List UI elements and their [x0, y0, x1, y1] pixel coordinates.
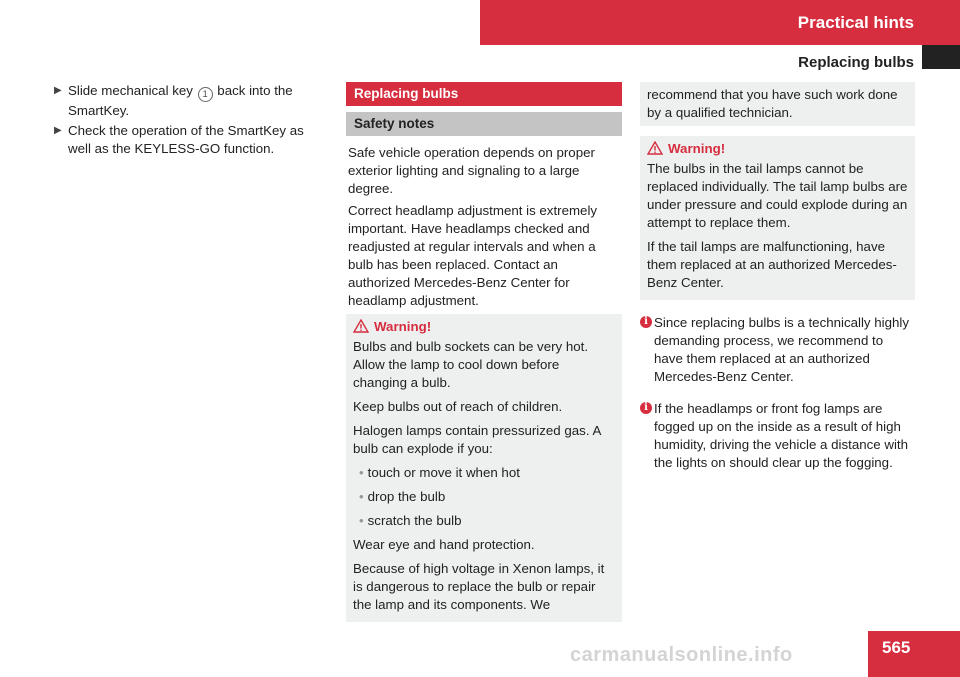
- subsection-heading: Safety notes: [346, 112, 622, 136]
- section-heading: Replacing bulbs: [346, 82, 622, 106]
- warning-text: Halogen lamps contain pressurized gas. A bulb can explode if you:: [353, 423, 601, 456]
- step-arrow-icon: ▶: [54, 85, 62, 96]
- warning-icon: [353, 319, 369, 333]
- bullet-item: • touch or move it when hot: [359, 465, 520, 480]
- watermark: carmanualsonline.info: [570, 644, 793, 666]
- key-marker-icon: 1: [198, 87, 213, 102]
- bullet-item: • drop the bulb: [359, 489, 446, 504]
- warning-text: The bulbs in the tail lamps cannot be replaced individually. The tail lamp bulbs are under pressure and could explode during an attempt to replace them.: [647, 161, 908, 230]
- warning-text: Wear eye and hand protection.: [353, 537, 535, 552]
- warning-title: Warning!: [353, 318, 615, 336]
- page-number: 565: [868, 631, 960, 677]
- info-icon: i: [640, 316, 652, 328]
- continued-warning-box: [640, 82, 915, 126]
- warning-text: If the tail lamps are malfunctioning, have them replaced at an authorized Mercedes-Benz Center.: [647, 239, 897, 290]
- column-2: [346, 82, 622, 622]
- paragraph: Correct headlamp adjustment is extremely important. Have headlamps checked and readjusted at regular intervals and when a bulb has been replaced. Contact an authorized Mercedes-Benz Center for headlamp adjustment.: [348, 203, 598, 308]
- warning-icon: [647, 141, 663, 155]
- bullet-item: • scratch the bulb: [359, 513, 462, 528]
- column-3: [640, 82, 915, 472]
- subsection-header: Replacing bulbs: [798, 54, 914, 71]
- info-icon: i: [640, 402, 652, 414]
- step-item: ▶ Slide mechanical key 1 back into the SmartKey.: [54, 83, 293, 118]
- warning-text: recommend that you have such work done by a qualified technician.: [647, 87, 898, 120]
- bullet-icon: •: [359, 465, 364, 480]
- step-item: ▶ Check the operation of the SmartKey as well as the KEYLESS-GO function.: [54, 123, 304, 156]
- bullet-icon: •: [359, 489, 364, 504]
- warning-text: Keep bulbs out of reach of children.: [353, 399, 563, 414]
- section-header: Practical hints: [480, 0, 960, 45]
- info-note: i Since replacing bulbs is a technically highly demanding process, we recommend to have them replaced at an authorized Mercedes-Benz Center.: [640, 314, 915, 386]
- paragraph: Safe vehicle operation depends on proper exterior lighting and signaling to a large degree.: [348, 145, 595, 196]
- header-tab-marker: [922, 45, 960, 69]
- bullet-icon: •: [359, 513, 364, 528]
- warning-title: Warning!: [647, 140, 908, 158]
- warning-text: Bulbs and bulb sockets can be very hot. Allow the lamp to cool down before changing a bulb.: [353, 339, 589, 390]
- warning-box: [346, 314, 622, 622]
- info-note: i If the headlamps or front fog lamps are fogged up on the inside as a result of high humidity, driving the vehicle a distance with the lights on should clear up the fogging.: [640, 400, 915, 472]
- step-arrow-icon: ▶: [54, 125, 62, 136]
- warning-text: Because of high voltage in Xenon lamps, it is dangerous to replace the bulb or repair the lamp and its components. We: [353, 561, 605, 612]
- warning-box: [640, 136, 915, 300]
- column-1: [54, 82, 324, 160]
